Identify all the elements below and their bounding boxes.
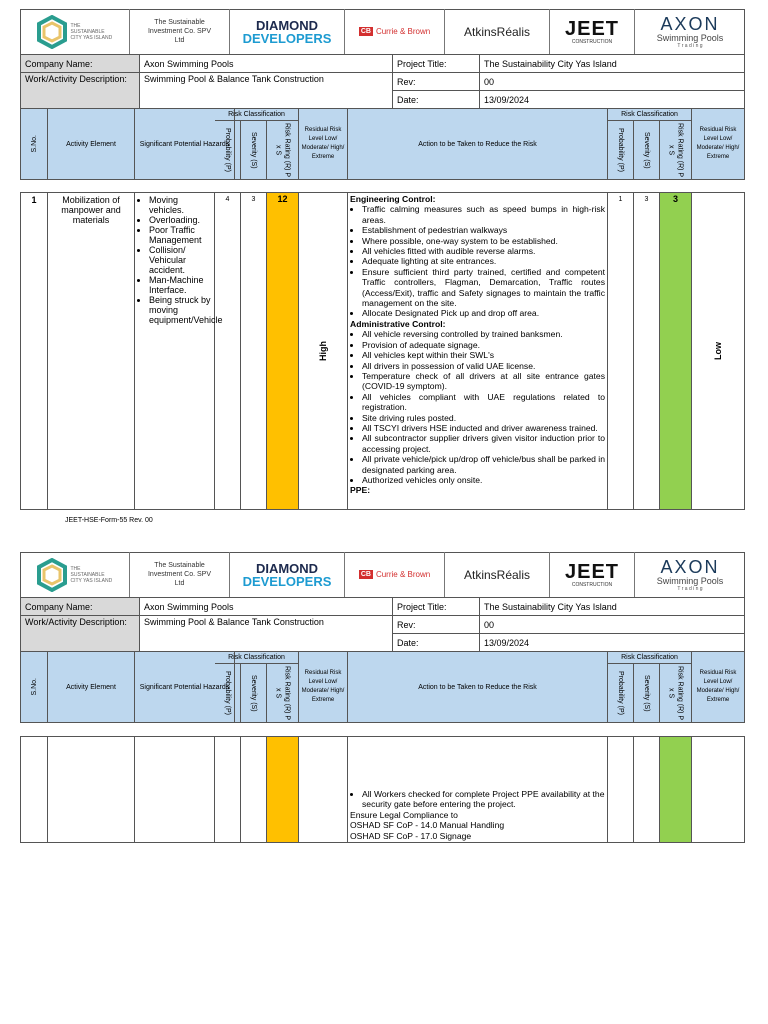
row1-activity: Mobilization of manpower and materials bbox=[48, 193, 135, 509]
company-value: Axon Swimming Pools bbox=[140, 55, 393, 73]
row1-probability: 4 bbox=[215, 193, 241, 509]
engineering-control-item: • Establishment of pedestrian walkways bbox=[362, 225, 605, 235]
col-risk-classification: Risk Classification bbox=[215, 109, 299, 121]
engineering-control-item: • Adequate lighting at site entrances. bbox=[362, 256, 605, 266]
col-risk-classification-2: Risk Classification bbox=[608, 109, 692, 121]
row1-level-2-text: Low bbox=[713, 342, 723, 360]
col-probability: Probability (P) bbox=[224, 128, 231, 172]
tsc-investment-logo-2: The Sustainable Investment Co. SPV Ltd bbox=[130, 552, 230, 597]
row1-severity-2: 3 bbox=[634, 193, 660, 509]
col-hazards: Significant Potential Hazards bbox=[135, 109, 235, 179]
administrative-control-item: • Provision of adequate signage. bbox=[362, 340, 605, 350]
hazard-item: • Poor Traffic Management bbox=[149, 225, 212, 245]
axon-logo: AXON Swimming Pools T r a d i n g bbox=[656, 13, 724, 49]
administrative-control-item: • All TSCYI drivers HSE inducted and driver awareness trained. bbox=[362, 423, 605, 433]
company-label: Company Name: bbox=[21, 55, 140, 73]
row1-level-2 bbox=[692, 193, 744, 509]
col-action: Action to be Taken to Reduce the Risk bbox=[348, 109, 608, 179]
col-activity: Activity Element bbox=[48, 109, 135, 179]
legal-line-2: OSHAD SF CoP - 14.0 Manual Handling bbox=[350, 820, 505, 831]
project-label: Project Title: bbox=[393, 55, 480, 73]
diamond-developers-logo: DIAMOND DEVELOPERS bbox=[230, 9, 345, 54]
atkins-logo: AtkinsRéalis bbox=[445, 9, 550, 54]
date-value: 13/09/2024 bbox=[480, 91, 745, 109]
diamond-developers-logo-2: DIAMOND DEVELOPERS bbox=[230, 552, 345, 597]
row1-rating-low-cont bbox=[660, 737, 692, 842]
project-info-table-2: Company Name: Axon Swimming Pools Project Title: The Sustainability City Yas Island Work/Activity Description: Swimming Pool & Balance Tank Construction Rev: 00 Date: 13/09/2024 bbox=[20, 597, 745, 652]
administrative-control-item: • All drivers in possession of valid UAE license. bbox=[362, 361, 605, 371]
col-severity: Severity (S) bbox=[250, 131, 257, 169]
row1-actions bbox=[348, 193, 608, 509]
currie-brown-logo: CB Currie & Brown bbox=[345, 9, 445, 54]
col-severity-2: Severity (S) bbox=[643, 131, 650, 169]
administrative-control-item: • Authorized vehicles only onsite. bbox=[362, 475, 605, 485]
risk-row-1-continued bbox=[20, 736, 745, 843]
row1-sno: 1 bbox=[21, 193, 48, 509]
project-info-table bbox=[20, 54, 745, 109]
administrative-control-item: • All vehicle reversing controlled by trained banksmen. bbox=[362, 329, 605, 339]
administrative-control-item: • All vehicles compliant with UAE regulations related to registration. bbox=[362, 392, 605, 413]
row1-hazards bbox=[135, 193, 223, 509]
row1-severity: 3 bbox=[241, 193, 267, 509]
col-residual: Residual Risk Level Low/ Moderate/ High/ Extreme bbox=[299, 109, 348, 179]
jeet-logo-2: JEET CONSTRUCTION bbox=[550, 552, 635, 597]
row1-actions-cont bbox=[348, 737, 608, 842]
row1-rating-high-cont bbox=[267, 737, 299, 842]
hazard-item: • Being struck by moving equipment/Vehicle bbox=[149, 295, 212, 325]
ppe-item: • All Workers checked for complete Project PPE availability at the security gate before entering the project. bbox=[362, 789, 605, 810]
engineering-control-item: • All vehicles fitted with audible reverse alarms. bbox=[362, 246, 605, 256]
risk-table-header-2: S.No. Activity Element Significant Potential Hazards Risk Classification Probability (P) Severity (S) Risk Rating (R) P x S Residual Risk Level Low/ Moderate/ High/ Extreme Action to be Taken to Reduce the Risk Risk Classification Probability (P) Severity (S) Risk Rating (R) P x S Residual Risk Level Low/ Moderate/ High/ Extreme bbox=[20, 651, 745, 723]
tsc-logo bbox=[20, 9, 130, 54]
risk-table-header bbox=[20, 108, 745, 180]
hazard-item: • Man-Machine Interface. bbox=[149, 275, 212, 295]
engineering-control-item: • Where possible, one-way system to be established. bbox=[362, 236, 605, 246]
atkins-logo-2: AtkinsRéalis bbox=[445, 552, 550, 597]
engineering-control-item: • Ensure sufficient third party trained, certified and competent Traffic controllers, Flagman, Demarcation, Traffic routes (Access/Exit), traffic and Safety signages to maintain the traffic management on the site. bbox=[362, 267, 605, 309]
administrative-control-item: • Site driving rules posted. bbox=[362, 413, 605, 423]
legal-line-3: OSHAD SF CoP - 17.0 Signage bbox=[350, 830, 472, 841]
col-rating: Risk Rating (R) P x S bbox=[274, 122, 291, 178]
hazard-item: • Moving vehicles. bbox=[149, 195, 212, 215]
row1-rating-high: 12 bbox=[267, 193, 299, 509]
currie-brown-logo-2: CB Currie & Brown bbox=[345, 552, 445, 597]
engineering-control-item: • Traffic calming measures such as speed bumps in high-risk areas. bbox=[362, 204, 605, 225]
tsc-small-text: THE SUSTAINABLE CITY YAS ISLAND bbox=[70, 22, 113, 41]
administrative-control-item: • All private vehicle/pick up/drop off vehicle/bus shall be parked in designated parking area. bbox=[362, 454, 605, 475]
ppe-title: PPE: bbox=[350, 485, 371, 496]
row1-level bbox=[299, 193, 348, 509]
date-label: Date: bbox=[393, 91, 480, 109]
hazard-item: • Collision/ Vehicular accident. bbox=[149, 245, 212, 275]
axon-logo-2: AXON Swimming Pools T r a d i n g bbox=[656, 556, 724, 592]
tsc-emblem-icon bbox=[35, 15, 69, 49]
rev-label: Rev: bbox=[393, 73, 480, 91]
rev-value: 00 bbox=[480, 73, 745, 91]
administrative-control-item: • Temperature check of all drivers at all site entrance gates (COVID-19 symptom). bbox=[362, 371, 605, 392]
col-rating-2: Risk Rating (R) P x S bbox=[667, 122, 684, 178]
jeet-logo: JEET CONSTRUCTION bbox=[550, 9, 635, 54]
project-value: The Sustainability City Yas Island bbox=[480, 55, 745, 73]
administrative-control-item: • All vehicles kept within their SWL's bbox=[362, 350, 605, 360]
eng-control-title: Engineering Control: bbox=[350, 194, 436, 204]
col-sno: S.No. bbox=[30, 135, 38, 153]
row1-rating-low: 3 bbox=[660, 193, 692, 509]
risk-row-1 bbox=[20, 192, 745, 510]
admin-control-title: Administrative Control: bbox=[350, 318, 446, 329]
tsc-logo-2: THE SUSTAINABLE CITY YAS ISLAND bbox=[20, 552, 130, 597]
hazard-item: • Overloading. bbox=[149, 215, 212, 225]
row1-probability-2: 1 bbox=[608, 193, 634, 509]
col-probability-2: Probability (P) bbox=[617, 128, 624, 172]
tsc-emblem-icon bbox=[35, 558, 69, 592]
administrative-control-item: • All subcontractor supplier drivers given visitor induction prior to accessing project. bbox=[362, 433, 605, 454]
activity-label: Work/Activity Description: bbox=[21, 73, 140, 109]
row1-level-text: High bbox=[318, 341, 328, 361]
activity-value: Swimming Pool & Balance Tank Construction bbox=[140, 73, 393, 109]
legal-line-1: Ensure Legal Compliance to bbox=[350, 809, 458, 820]
tsc-investment-logo: The Sustainable Investment Co. SPV Ltd bbox=[130, 9, 230, 54]
footer-form-code: JEET-HSE-Form-55 Rev. 00 bbox=[65, 517, 153, 524]
engineering-control-item: • Allocate Designated Pick up and drop off area. bbox=[362, 308, 605, 318]
col-residual-2: Residual Risk Level Low/ Moderate/ High/ Extreme bbox=[696, 127, 740, 160]
